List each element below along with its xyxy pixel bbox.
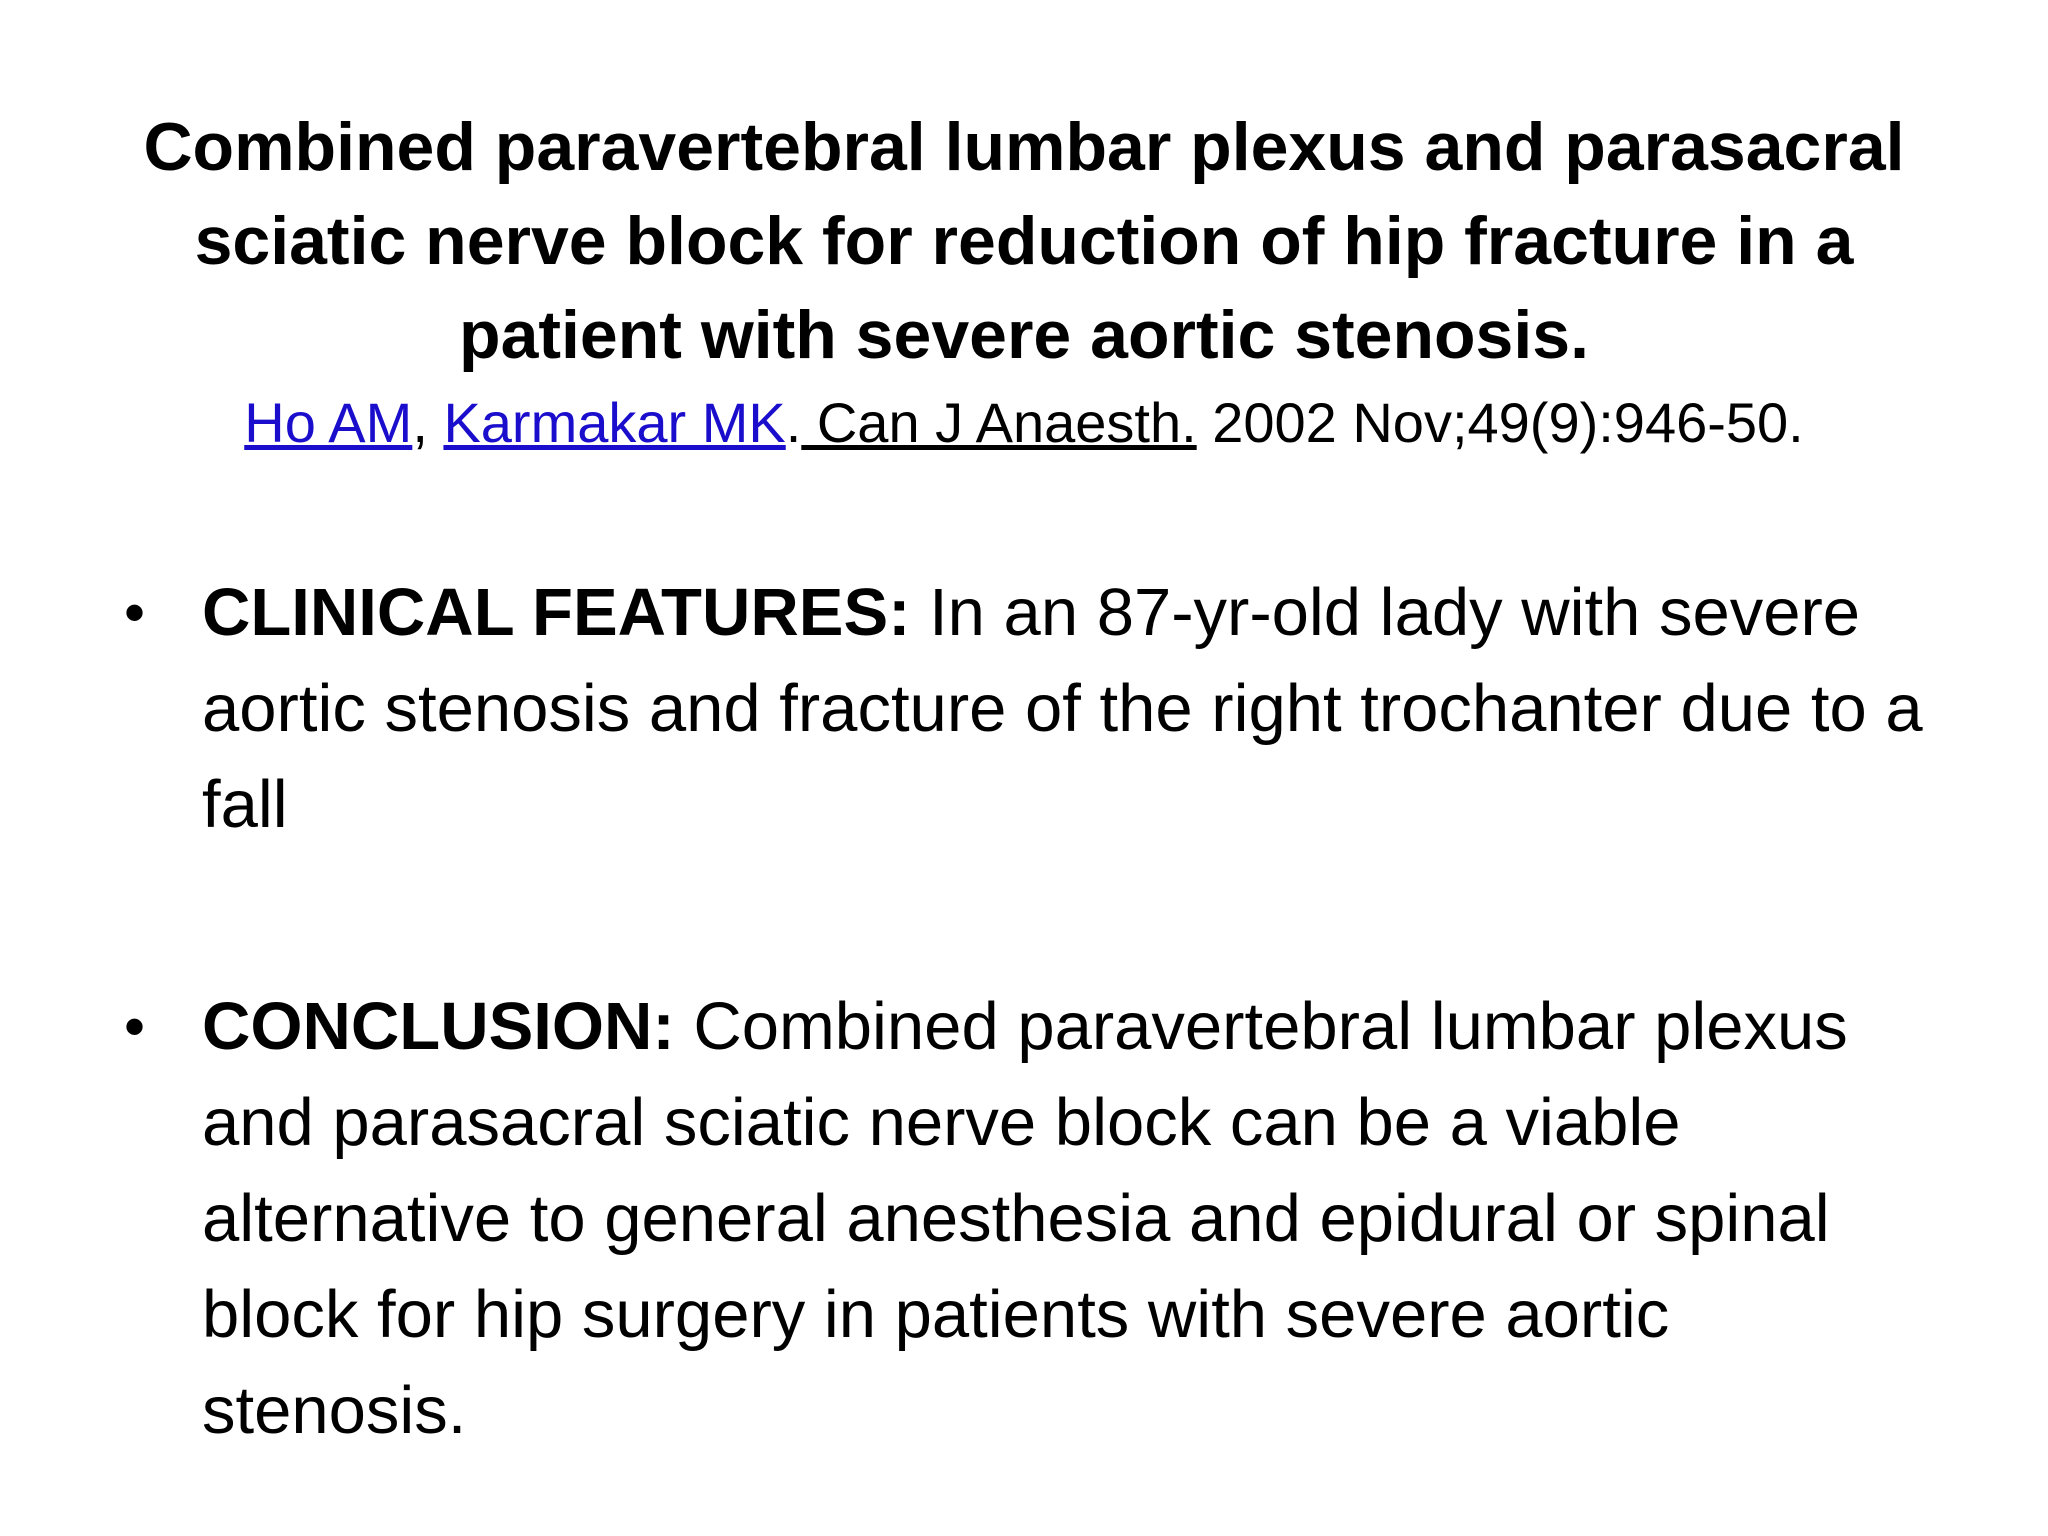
author-link-ho[interactable]: Ho AM	[244, 391, 413, 454]
citation-separator: .	[785, 391, 802, 454]
bullet-icon: •	[124, 579, 146, 646]
citation-details: 2002 Nov;49(9):946-50.	[1196, 391, 1804, 454]
bullet-icon: •	[124, 993, 146, 1060]
slide-title: Combined paravertebral lumbar plexus and parasacral sciatic nerve block for reduction of hip fracture in a patient with severe aortic stenosis.	[143, 109, 1905, 373]
bullet-heading: CONCLUSION:	[202, 989, 675, 1064]
title-block	[110, 100, 1938, 458]
bullet-text: Combined paravertebral lumbar plexus and parasacral sciatic nerve block can be a viable alternative to general anesthesia and epidural or spinal block for hip surgery in patients with severe aortic stenosis.	[202, 989, 1848, 1448]
journal-name: Can J Anaesth.	[801, 391, 1197, 454]
author-link-karmakar[interactable]: Karmakar MK	[443, 391, 786, 454]
bullet-list	[120, 565, 1940, 1459]
citation	[110, 388, 1938, 458]
bullet-text: In an 87-yr-old lady with severe aortic stenosis and fracture of the right trochanter due to a fall	[202, 575, 1923, 842]
bullet-heading: CLINICAL FEATURES:	[202, 575, 911, 650]
citation-separator: ,	[412, 391, 444, 454]
bullet-conclusion	[120, 979, 1940, 1459]
bullet-clinical-features	[120, 565, 1940, 853]
